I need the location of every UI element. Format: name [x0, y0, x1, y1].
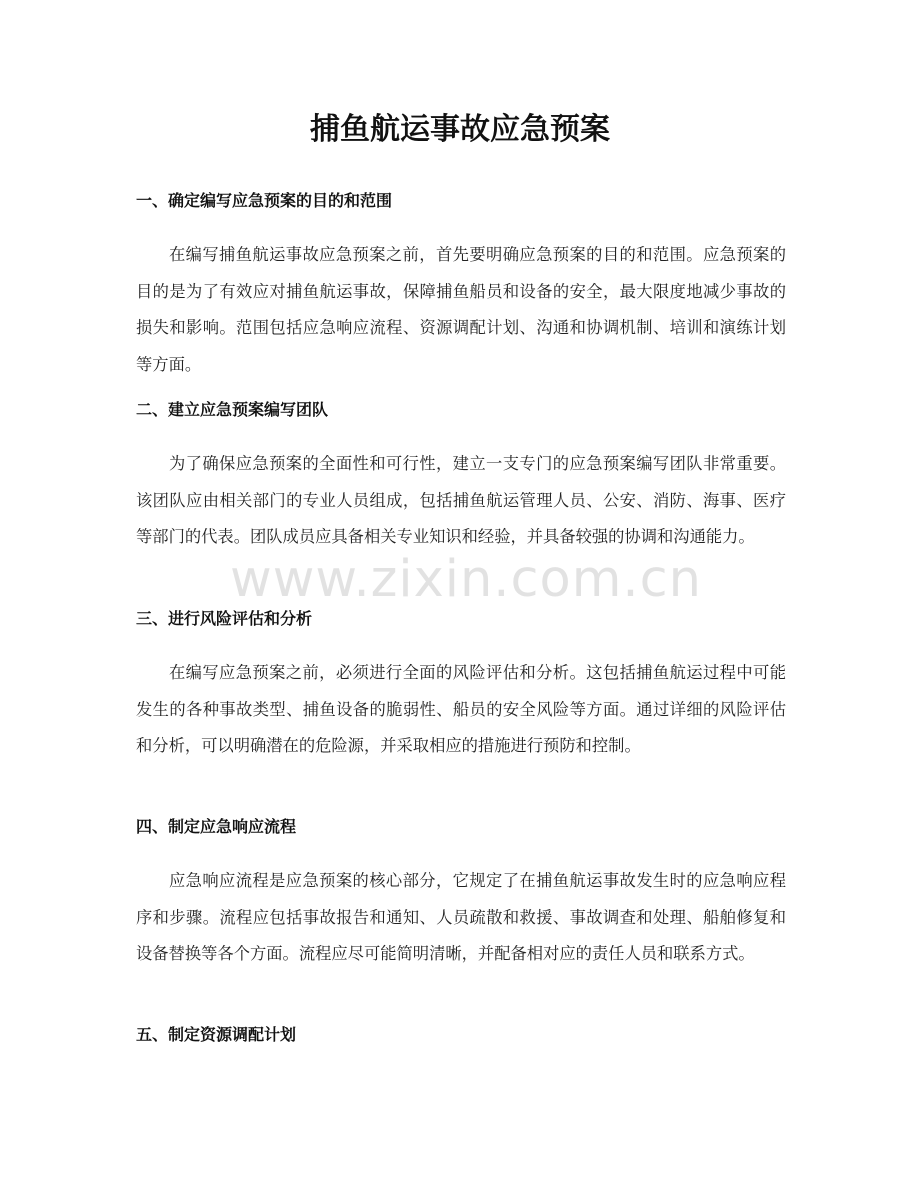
section-5	[136, 1022, 786, 1048]
section-paragraph: 应急响应流程是应急预案的核心部分，它规定了在捕鱼航运事故发生时的应急响应程序和步骤。流程应包括事故报告和通知、人员疏散和救援、事故调查和处理、船舶修复和设备替换等各个方面。流程应尽可能简明清晰，并配备相对应的责任人员和联系方式。	[136, 871, 786, 963]
section-paragraph: 在编写应急预案之前，必须进行全面的风险评估和分析。这包括捕鱼航运过程中可能发生的各种事故类型、捕鱼设备的脆弱性、船员的安全风险等方面。通过详细的风险评估和分析，可以明确潜在的危险源，并采取相应的措施进行预防和控制。	[136, 663, 786, 755]
section-heading: 一、确定编写应急预案的目的和范围	[136, 191, 393, 210]
section-paragraph: 在编写捕鱼航运事故应急预案之前，首先要明确应急预案的目的和范围。应急预案的目的是为了有效应对捕鱼航运事故，保障捕鱼船员和设备的安全，最大限度地减少事故的损失和影响。范围包括应急响应流程、资源调配计划、沟通和协调机制、培训和演练计划等方面。	[136, 245, 786, 374]
section-heading: 三、进行风险评估和分析	[136, 609, 313, 628]
page-title: 捕鱼航运事故应急预案	[310, 112, 610, 147]
section-heading: 二、建立应急预案编写团队	[136, 400, 329, 419]
section-1	[136, 188, 786, 383]
section-heading: 五、制定资源调配计划	[136, 1025, 297, 1044]
section-4	[136, 814, 786, 973]
section-paragraph: 为了确保应急预案的全面性和可行性，建立一支专门的应急预案编写团队非常重要。该团队应由相关部门的专业人员组成，包括捕鱼航运管理人员、公安、消防、海事、医疗等部门的代表。团队成员应具备相关专业知识和经验，并具备较强的协调和沟通能力。	[136, 454, 786, 546]
section-3	[136, 606, 786, 765]
section-2	[136, 397, 786, 556]
watermark: www.zixin.com.cn	[230, 550, 702, 609]
section-heading: 四、制定应急响应流程	[136, 817, 297, 836]
